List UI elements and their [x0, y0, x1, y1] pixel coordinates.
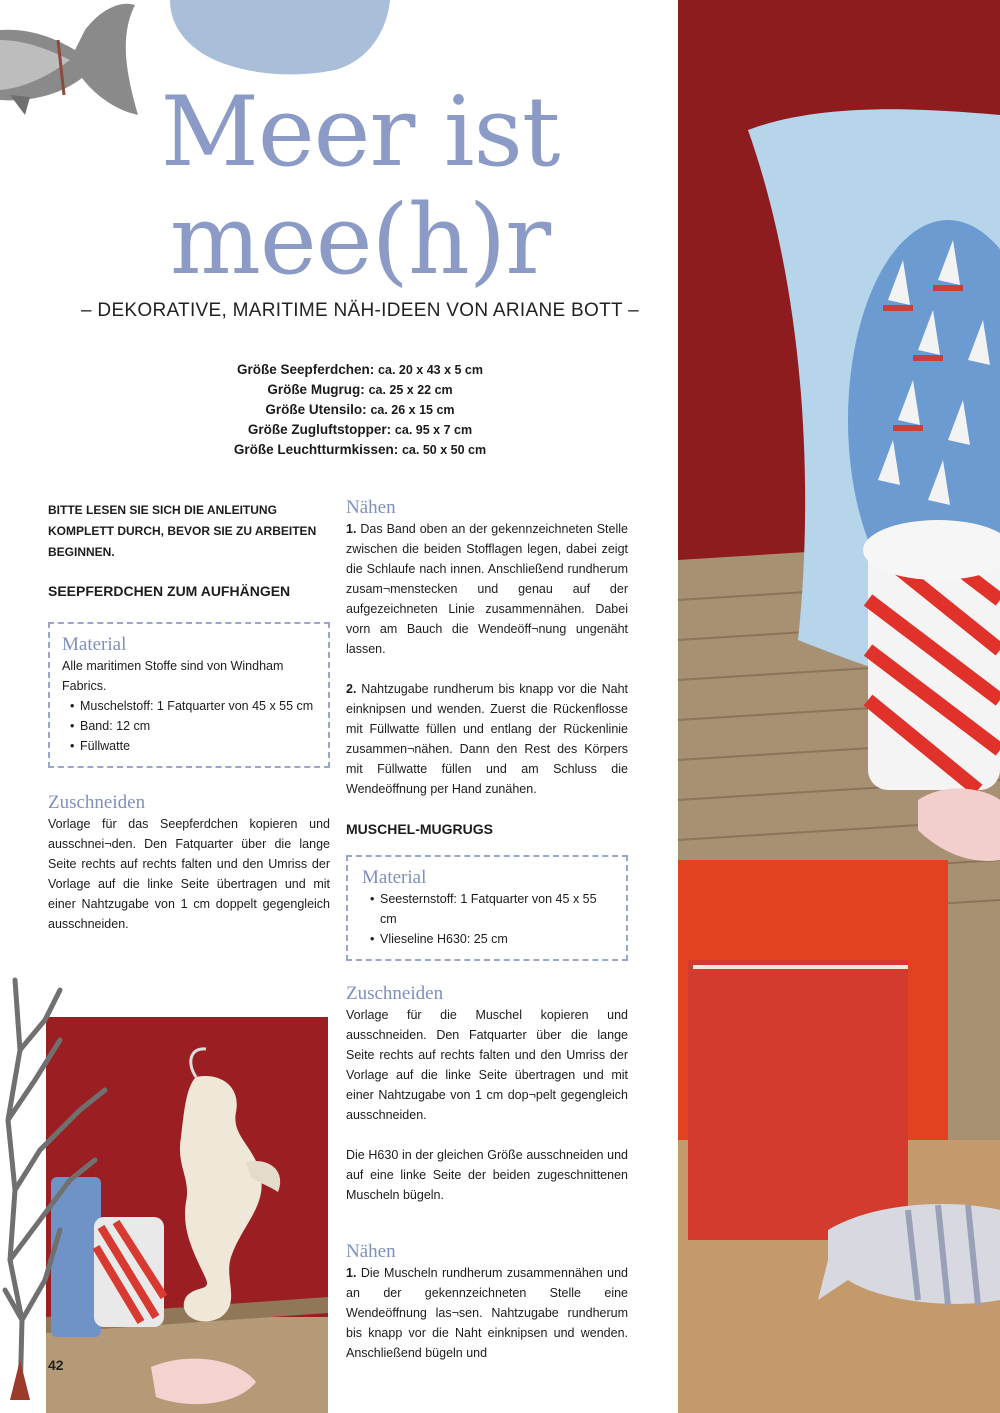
sew-step-2: 2. Nahtzugabe rundherum bis knapp vor die Naht einknipsen und wenden. Zuerst die Rückenflosse mit Füllwatte füllen und entlang der Rückenlinie zusammen¬nähen. Dann den Rest des Körpers mit Füllwatte füllen und am Schluss die Wendeöffnung per Hand zunähen. [346, 682, 628, 796]
cut-heading: Zuschneiden [48, 792, 146, 813]
sew2-step-1: 1. Die Muscheln rundherum zusammennähen und an der gekennzeichneten Stelle eine Wendeöffnung las¬sen. Nahtzugabe rundherum bis knapp vor die Naht einknipsen und wenden. Anschließend bügeln und [346, 1266, 628, 1360]
size-row: Größe Utensilo: ca. 26 x 15 cm [265, 402, 455, 417]
sew-heading-2: Nähen [346, 1241, 396, 1262]
size-row: Größe Zugluftstopper: ca. 95 x 7 cm [247, 422, 473, 437]
fish-illustration [0, 0, 140, 125]
material-box [346, 855, 628, 961]
left-column [48, 500, 330, 934]
pillow-photo [678, 0, 1000, 1413]
list-item: • Füllwatte [80, 736, 316, 756]
material-box [48, 622, 330, 768]
size-list [150, 360, 570, 460]
sew-heading: Nähen [346, 497, 396, 518]
intro-note: BITTE LESEN SIE SICH DIE ANLEITUNG KOMPLETT DURCH, BEVOR SIE ZU ARBEITEN BEGINNEN. [48, 503, 317, 559]
list-item: • Vlieseline H630: 25 cm [380, 929, 614, 949]
material-list [362, 889, 614, 949]
material-heading: Material [62, 634, 127, 655]
section-title: SEEPFERDCHEN ZUM AUFHÄNGEN [48, 583, 291, 599]
size-row: Größe Seepferdchen: ca. 20 x 43 x 5 cm [237, 362, 483, 377]
page-number: 42 [48, 1357, 64, 1373]
title-line-1: Meer ist [160, 76, 560, 188]
cut-text: Vorlage für die Muschel kopieren und ausschneiden. Den Fatquarter über die lange Seite rechts auf rechts falten und den Umriss der Vorlage auf die linke Seite übertragen und mit einer Nahtzugabe von 1 cm dop¬pelt gegengleich ausschneiden. [346, 1008, 628, 1122]
size-row: Größe Mugrug: ca. 25 x 22 cm [267, 382, 453, 397]
coral-illustration [0, 960, 110, 1400]
size-row: Größe Leuchtturmkissen: ca. 50 x 50 cm [233, 442, 487, 457]
decorative-blob [165, 0, 395, 75]
subtitle: – DEKORATIVE, MARITIME NÄH-IDEEN VON ARIANE BOTT – [80, 300, 639, 321]
right-column [346, 497, 628, 1363]
cut-heading: Zuschneiden [346, 983, 444, 1004]
material-intro: Alle maritimen Stoffe sind von Windham Fabrics. [62, 659, 284, 693]
cut-text-2: Die H630 in der gleichen Größe ausschneiden und auf eine linke Seite der beiden zugeschnittenen Muscheln bügeln. [346, 1148, 628, 1202]
title-line-2: mee(h)r [169, 184, 551, 296]
cut-text: Vorlage für das Seepferdchen kopieren und ausschnei¬den. Den Fatquarter über die lange Seite rechts auf rechts falten und den Umriss der Vorlage auf die linke Seite übertragen und mit einer Nahtzugabe von 1 cm doppelt gegengleich ausschneiden. [48, 817, 330, 931]
material-heading: Material [362, 867, 427, 888]
sew-step-1: 1. Das Band oben an der gekennzeichneten Stelle zwischen die beiden Stofflagen legen, dabei zeigt die Schlaufe nach innen. Anschließend rundherum zusam¬menstecken und genau auf der aufgezeichneten Linie zusammennähen. Dabei vorn am Bauch die Wendeöff¬nung ungenäht lassen. [346, 522, 628, 656]
material-list [62, 696, 316, 756]
list-item: • Seesternstoff: 1 Fatquarter von 45 x 55 cm [380, 889, 614, 929]
page-title [150, 78, 570, 294]
section-title-mugrugs: MUSCHEL-MUGRUGS [346, 821, 493, 837]
list-item: • Muschelstoff: 1 Fatquarter von 45 x 55 cm [80, 696, 316, 716]
list-item: • Band: 12 cm [80, 716, 316, 736]
